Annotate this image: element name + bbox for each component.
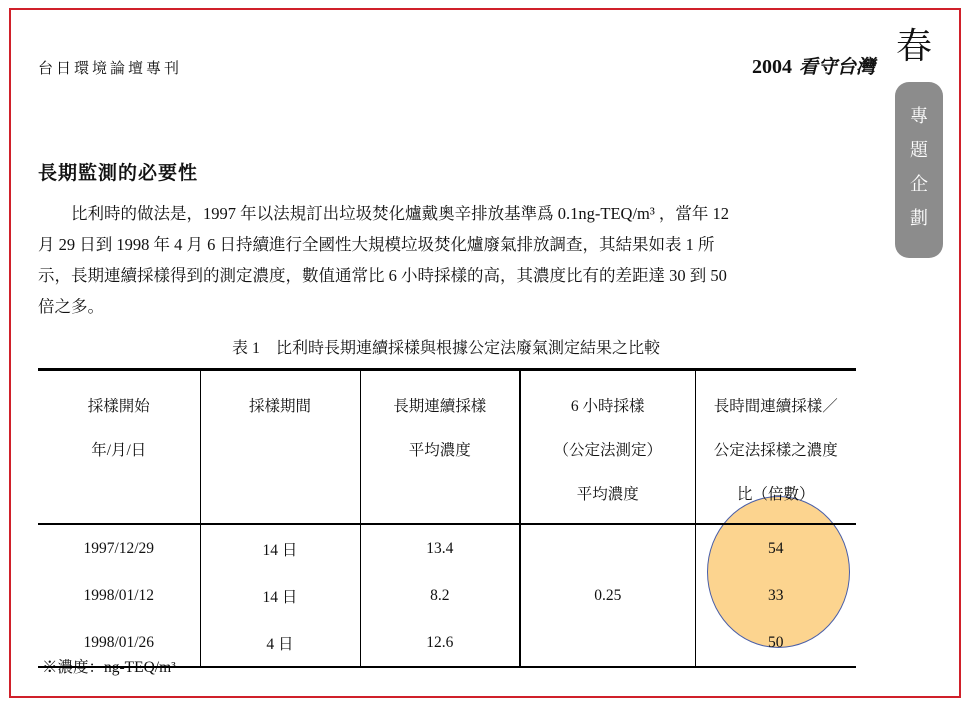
header-line: 公定法採樣之濃度 [713, 442, 838, 459]
cell-period: 4 日 [200, 619, 360, 667]
season-label: 春 [896, 26, 933, 67]
cell-ratio: 33 [768, 586, 784, 604]
body-paragraph [38, 198, 860, 322]
cell-ratio: 50 [695, 619, 856, 667]
header-line: 採樣期間 [248, 398, 311, 415]
section-title: 長期監測的必要性 [38, 162, 199, 184]
header-line: （公定法測定） [553, 442, 662, 459]
header-line: 平均濃度 [408, 442, 471, 459]
paragraph-line: 比利時的做法是，1997 年以法規訂出垃圾焚化爐戴奧辛排放基準爲 0.1ng-TEQ/m³ ，當年 12 [38, 204, 730, 223]
header-line: 長期連續採樣 [393, 398, 487, 415]
header-long-term-avg [360, 370, 520, 525]
journal-year [752, 52, 875, 79]
tab-char: 劃 [910, 208, 928, 229]
cell-period: 14 日 [200, 524, 360, 572]
table-header-row [38, 370, 856, 525]
header-line: 採樣開始 [87, 398, 150, 415]
section-tab [895, 82, 943, 258]
table-row [38, 619, 856, 667]
cell-ratio: 54 [768, 539, 784, 557]
tab-char: 題 [910, 140, 928, 161]
cell-date: 1998/01/26 [38, 619, 200, 667]
brand-script: 看守台灣 [799, 57, 876, 78]
cell-six-hour-avg: 0.25 [520, 524, 695, 667]
table-row [38, 572, 856, 619]
cell-date: 1997/12/29 [38, 524, 200, 572]
cell-date: 1998/01/12 [38, 572, 200, 619]
year-text: 2004 [752, 56, 792, 78]
unit-note: ※濃度：ng-TEQ/m³ [42, 659, 176, 676]
paragraph-line: 示，長期連續採樣得到的測定濃度，數值通常比 6 小時採樣的高，其濃度比有的差距達 30 到 50 [38, 266, 727, 285]
cell-period: 14 日 [200, 572, 360, 619]
header-line: 比（倍數） [736, 486, 815, 503]
cell-long-avg: 13.4 [360, 524, 520, 572]
paragraph-line: 月 29 日到 1998 年 4 月 6 日持續進行全國性大規模垃圾焚化爐廢氣排放調查，其結果如表 1 所 [38, 235, 715, 254]
cell-long-avg: 12.6 [360, 619, 520, 667]
tab-char: 企 [910, 174, 928, 195]
table-row [38, 524, 856, 572]
header-start-date [38, 370, 200, 525]
paragraph-line: 倍之多。 [38, 297, 104, 316]
header-line: 6 小時採樣 [570, 398, 645, 415]
tab-char: 專 [910, 106, 928, 127]
table-caption: 表 1 比利時長期連續採樣與根據公定法廢氣測定結果之比較 [232, 340, 661, 357]
journal-title: 台日環境論壇專刊 [38, 59, 183, 77]
header-period [200, 370, 360, 525]
comparison-table [38, 368, 856, 668]
header-ratio [695, 370, 856, 525]
header-six-hour-avg [520, 370, 695, 525]
cell-long-avg: 8.2 [360, 572, 520, 619]
header-line: 年/月/日 [91, 442, 147, 459]
header-line: 平均濃度 [576, 486, 639, 503]
header-line: 長時間連續採樣／ [713, 398, 838, 415]
